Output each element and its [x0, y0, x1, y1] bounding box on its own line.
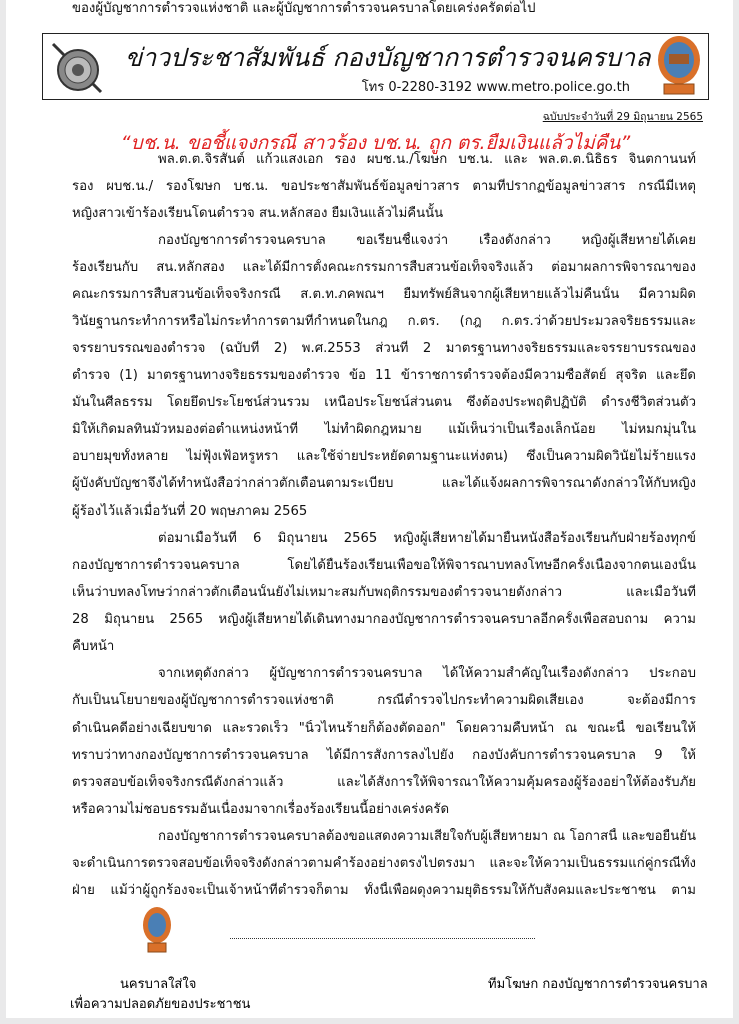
body-line: ของผู้บัญชาการตำรวจแห่งชาติ และผู้บัญชาการตำรวจนครบาลโดยเคร่งครัดต่อไป	[72, 1, 536, 16]
body-line: ผู้บังคับบัญชาจึงได้ทำหนังสือว่ากล่าวตักเตือนตามระเบียบ และได้แจ้งผลการพิจารณาดังกล่าวให้กับหญิง	[72, 476, 696, 491]
body-line: เห็นว่าบทลงโทษว่ากล่าวตักเตือนนั้นยังไม่เหมาะสมกับพฤติกรรมของตำรวจนายดังกล่าว และเมื่อวันที่	[72, 585, 696, 600]
body-line: กองบัญชาการตำรวจนครบาลต้องขอแสดงความเสียใจกับผู้เสียหายมา ณ โอกาสนี้ และขอยืนยัน	[158, 829, 696, 844]
body-line: คณะกรรมการสืบสวนข้อเท็จจริงกรณี ส.ต.ท.ภคพณฯ ยืมทรัพย์สินจากผู้เสียหายแล้วไม่คืนนั้น มีความผิด	[72, 287, 696, 302]
metropolitan-police-emblem-icon	[140, 905, 174, 955]
body-line: หรือความไม่ชอบธรรมอันเนื่องมาจากเรื่องร้องเรียนนี้อย่างเคร่งครัด	[72, 802, 450, 817]
body-line: 28 มิถุนายน 2565 หญิงผู้เสียหายได้เดินทางมากองบัญชาการตำรวจนครบาลอีกครั้งเพื่อสอบถาม ความ	[72, 612, 696, 627]
body-line: จรรยาบรรณของตำรวจ (ฉบับที่ 2) พ.ศ.2553 ส่วนที่ 2 มาตรฐานทางจริยธรรมและจรรยาบรรณของ	[72, 341, 696, 356]
letterhead-contact: โทร 0-2280-3192 www.metro.police.go.th	[361, 80, 630, 95]
royal-thai-police-emblem-icon	[51, 42, 103, 94]
issue-date: ฉบับประจำวันที่ 29 มิถุนายน 2565	[542, 111, 703, 123]
body-line: รอง ผบช.น./ รองโฆษก บช.น. ขอประชาสัมพันธ์ข้อมูลข่าวสาร ตามที่ปรากฏข้อมูลข่าวสาร กรณีมีเหตุ	[72, 179, 696, 194]
letterhead-title: ข่าวประชาสัมพันธ์ กองบัญชาการตำรวจนครบาล	[125, 43, 651, 72]
body-line: ตำรวจ (1) มาตรฐานทางจริยธรรมของตำรวจ ข้อ 11 ข้าราชการตำรวจต้องมีความซื่อสัตย์ สุจริต และยึด	[72, 368, 696, 383]
body-line: มิให้เกิดมลทินมัวหมองต่อตำแหน่งหน้าที่ ไม่ทำผิดกฎหมาย แม้เห็นว่าเป็นเรื่องเล็กน้อย ไม่หมกมุ่นใน	[72, 422, 696, 437]
body-line: ร้องเรียนกับ สน.หลักสอง และได้มีการตั้งคณะกรรมการสืบสวนข้อเท็จจริงแล้ว ต่อมาผลการพิจารณาของ	[72, 260, 696, 275]
footer-slogan-line2: เพื่อความปลอดภัยของประชาชน	[70, 997, 251, 1012]
body-line: คืบหน้า	[72, 639, 115, 654]
letterhead	[42, 33, 709, 100]
body-line: กองบัญชาการตำรวจนครบาล โดยได้ยื่นร้องเรียนเพื่อขอให้พิจารณาบทลงโทษอีกครั้งเนื่องจากตนเองนั้น	[72, 558, 696, 573]
document-page	[6, 0, 733, 1018]
body-line: มั่นในศีลธรรม โดยยึดประโยชน์ส่วนรวม เหนือประโยชน์ส่วนตน ซึ่งต้องประพฤติปฏิบัติ ดำรงชีวิตส่วนตัว	[72, 395, 696, 410]
body-line: หญิงสาวเข้าร้องเรียนโดนตำรวจ สน.หลักสอง ยืมเงินแล้วไม่คืนนั้น	[72, 206, 444, 221]
body-line: ตรวจสอบข้อเท็จจริงกรณีดังกล่าวแล้ว และได้สั่งการให้พิจารณาให้ความคุ้มครองผู้ร้องอย่าให้ต้องรับภัย	[72, 775, 696, 790]
body-line: พล.ต.ต.จิรสันต์ แก้วแสงเอก รอง ผบช.น./โฆษก บช.น. และ พล.ต.ต.นิธิธร จินตกานนท์	[158, 152, 696, 167]
body-line: จากเหตุดังกล่าว ผู้บัญชาการตำรวจนครบาล ได้ให้ความสำคัญในเรื่องดังกล่าว ประกอบ	[158, 666, 696, 681]
footer-signature: ทีมโฆษก กองบัญชาการตำรวจนครบาล	[488, 977, 708, 992]
body-line: กับเป็นนโยบายของผู้บัญชาการตำรวจแห่งชาติ กรณีตำรวจไปกระทำความผิดเสียเอง จะต้องมีการ	[72, 693, 696, 708]
body-line: ดำเนินคดีอย่างเฉียบขาด และรวดเร็ว "นิ้วไหนร้ายก็ต้องตัดออก" โดยความคืบหน้า ณ ขณะนี้ ขอเรียนให้	[72, 721, 696, 736]
body-line: ต่อมาเมื่อวันที่ 6 มิถุนายน 2565 หญิงผู้เสียหายได้มายื่นหนังสือร้องเรียนกับฝ่ายร้องทุกข์	[158, 531, 696, 546]
body-line: ผู้ร้องไว้แล้วเมื่อวันที่ 20 พฤษภาคม 2565	[72, 504, 308, 519]
footer-slogan-line1: นครบาลใส่ใจ	[120, 977, 197, 992]
body-line: กองบัญชาการตำรวจนครบาล ขอเรียนชี้แจงว่า เรื่องดังกล่าว หญิงผู้เสียหายได้เคย	[158, 233, 696, 248]
body-line: วินัยฐานกระทำการหรือไม่กระทำการตามที่กำหนดในกฎ ก.ตร. (กฎ ก.ตร.ว่าด้วยประมวลจริยธรรมและ	[72, 314, 696, 329]
body-line: อบายมุขทั้งหลาย ไม่ฟุ้งเฟ้อหรูหรา และใช้จ่ายประหยัดตามฐานะแห่งตน) ซึ่งเป็นความผิดวินัยไม่ร้ายแรง	[72, 449, 696, 464]
body-line: ฝ่าย แม้ว่าผู้ถูกร้องจะเป็นเจ้าหน้าที่ตำรวจก็ตาม ทั้งนี้เพื่อผดุงความยุติธรรมให้กับสังคมและประชาชน ตาม	[72, 883, 696, 898]
body-line: จะดำเนินการตรวจสอบข้อเท็จจริงดังกล่าวตามคำร้องอย่างตรงไปตรงมา และจะให้ความเป็นธรรมแก่คู่กรณีทั้ง	[72, 856, 696, 871]
dotted-divider	[230, 938, 535, 939]
metropolitan-police-emblem-icon	[654, 34, 704, 98]
body-line: ทราบว่าทางกองบัญชาการตำรวจนครบาล ได้มีการสั่งการลงไปยัง กองบังคับการตำรวจนครบาล 9 ให้	[72, 748, 696, 763]
headline: “บช.น. ขอชี้แจงกรณี สาวร้อง บช.น. ถูก ตร.ยืมเงินแล้วไม่คืน”	[120, 132, 631, 154]
